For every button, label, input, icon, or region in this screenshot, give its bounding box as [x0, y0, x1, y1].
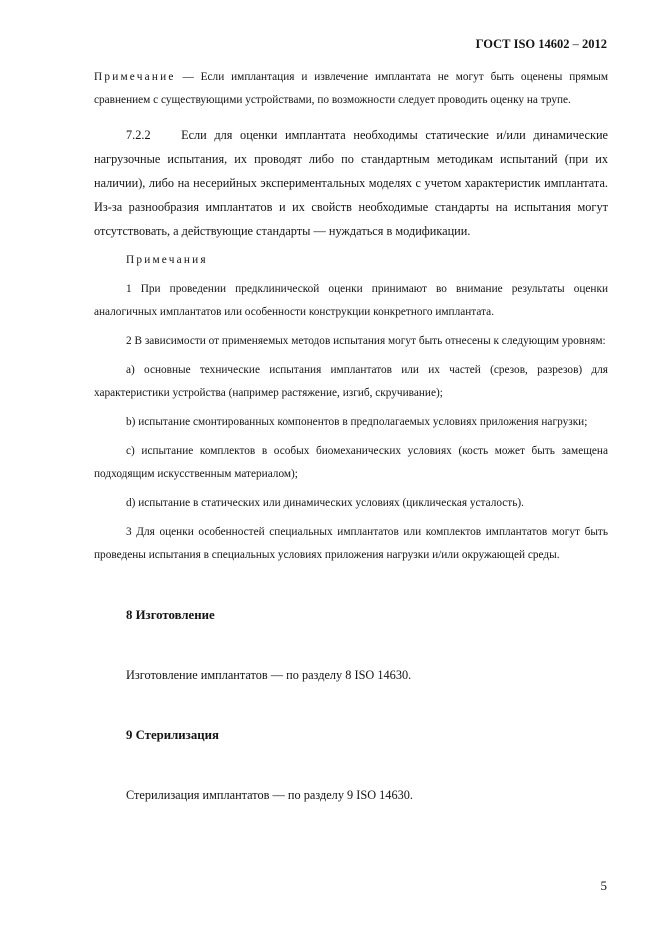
page-number: 5 [600, 878, 607, 893]
note-label: Примечание [94, 71, 176, 83]
note-item-c: с) испытание комплектов в особых биомеханических условиях (кость может быть замещена подходящим искусственным материалом); [94, 445, 608, 480]
page-body [94, 66, 608, 807]
section-9-text: Стерилизация имплантатов — по разделу 9 ISO 14630. [126, 788, 413, 802]
section-9-heading: 9 Стерилизация [126, 728, 219, 742]
note-item-1: 1 При проведении предклинической оценки принимают во внимание результаты оценки аналогичных имплантатов или особенности конструкции конкретного имплантата. [94, 283, 608, 318]
clause-text: Если для оценки имплантата необходимы статические и/или динамические нагрузочные испытания, их проводят либо по стандартным методикам испытаний (при их наличии), либо на несерийных экспериментальных моделях с учетом характеристик имплантата. Из-за разнообразия имплантатов и их свойств необходимые стандарты на испытания могут отсутствовать, а действующие стандарты — нуждаться в модификации. [94, 128, 609, 238]
note-text: — Если имплантация и извлечение имплантата не могут быть оценены прямым сравнением с существующими устройствами, по возможности следует проводить оценку на трупе. [94, 71, 609, 106]
notes-label-text: Примечания [126, 254, 208, 266]
clause-7-2-2 [94, 123, 608, 243]
note-item-d: d) испытание в статических или динамических условиях (циклическая усталость). [126, 497, 524, 509]
note-paragraph [94, 66, 608, 112]
note-item-3: 3 Для оценки особенностей специальных имплантатов или комплектов имплантатов могут быть проведены испытания в специальных условиях приложения нагрузки и/или окружающей среды. [94, 526, 608, 561]
notes-label [94, 249, 608, 272]
standard-designation: ГОСТ ISO 14602 [475, 37, 570, 51]
note-item-2: 2 В зависимости от применяемых методов испытания могут быть отнесены к следующим уровням: [126, 335, 606, 347]
section-8-text: Изготовление имплантатов — по разделу 8 ISO 14630. [126, 668, 412, 682]
section-8-heading: 8 Изготовление [126, 608, 215, 622]
note-item-a: a) основные технические испытания имплантатов или их частей (срезов, разрезов) для характеристики устройства (например растяжение, изгиб, скручивание); [94, 364, 608, 399]
standard-year: 2012 [582, 37, 607, 51]
note-item-b: b) испытание смонтированных компонентов в предполагаемых условиях приложения нагрузки; [126, 416, 588, 428]
page-header [476, 37, 607, 52]
header-dash: – [569, 37, 582, 51]
clause-number: 7.2.2 [126, 128, 151, 142]
